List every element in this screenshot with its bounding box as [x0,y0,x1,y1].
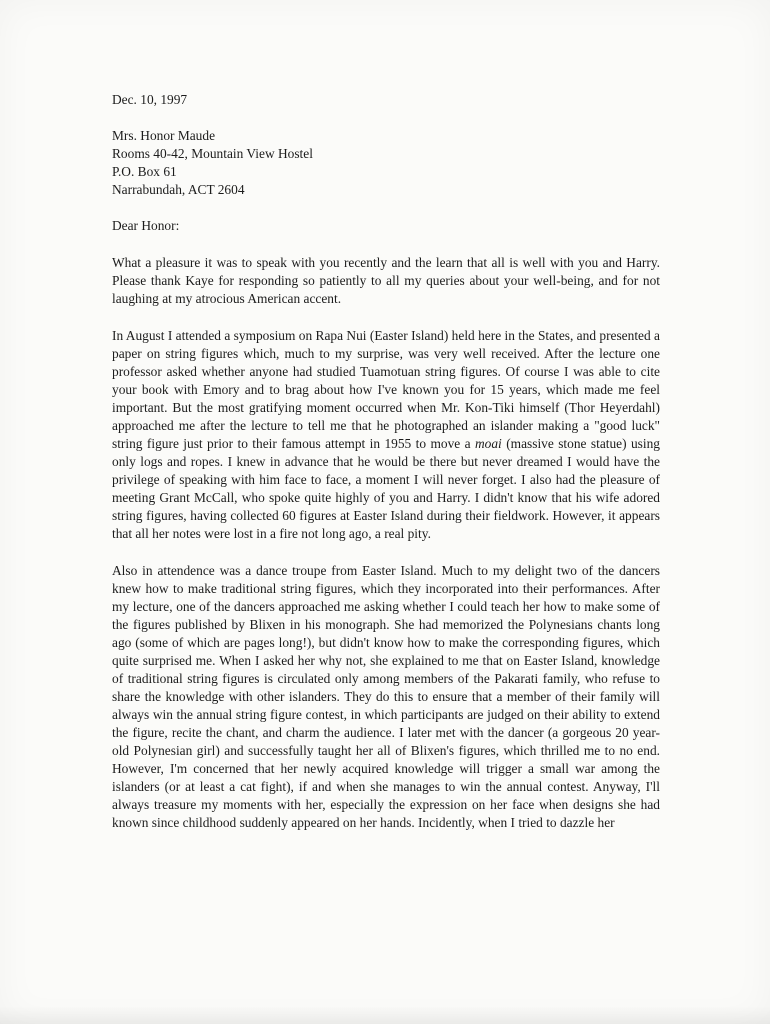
paragraph-dance-troupe: Also in attendence was a dance troupe from Easter Island. Much to my delight two of the dancers knew how to make traditional string figures, which they incorporated into their performances. After my lecture, one of the dancers approached me asking whether I could teach her how to make some of the figures published by Blixen in his monograph. She had memorized the Polynesians chants long ago (some of which are pages long!), but didn't know how to make the corresponding figures, which quite surprised me. When I asked her why not, she explained to me that on Easter Island, knowledge of traditional string figures is circulated only among members of the Pakarati family, who refuse to share the knowledge with other islanders. They do this to ensure that a member of their family will always win the annual string figure contest, in which participants are judged on their ability to extend the figure, recite the chant, and charm the audience. I later met with the dancer (a gorgeous 20 year-old Polynesian girl) and successfully taught her all of Blixen's figures, which thrilled me to no end. However, I'm concerned that her newly acquired knowledge will trigger a small war among the islanders (or at least a cat fight), if and when she manages to win the annual contest. Anyway, I'll always treasure my moments with her, especially the expression on her face when designs she had known since childhood suddenly appeared on her hands. Incidently, when I tried to dazzle her [112,563,660,830]
letter-date: Dec. 10, 1997 [112,92,188,107]
page-bottom-shadow [0,1006,770,1024]
paragraph-text: (massive stone statue) using only logs and ropes. I knew in advance that he would be there but never dreamed I would have the privilege of speaking with him face to face, a moment I will never forget. I also had the pleasure of meeting Grant McCall, who spoke quite highly of you and Harry. I didn't know that his wife adored string figures, having collected 60 figures at Easter Island during their fieldwork. However, it appears that all her notes were lost in a fire not long ago, a real pity. [112,436,661,541]
address-line: Narrabundah, ACT 2604 [112,182,245,197]
recipient-address [112,127,660,199]
paragraph-greeting: What a pleasure it was to speak with you recently and the learn that all is well with you and Harry. Please thank Kaye for responding so patiently to all my queries about your well-being, and for not laughing at my atrocious American accent. [112,255,660,306]
letter-body [112,91,660,851]
salutation: Dear Honor: [112,218,180,233]
address-line: Rooms 40-42, Mountain View Hostel [112,146,313,161]
paragraph-symposium [112,327,660,543]
italic-term-moai: moai [475,436,502,451]
address-line: P.O. Box 61 [112,164,177,179]
paragraph-text: In August I attended a symposium on Rapa Nui (Easter Island) held here in the States, and presented a paper on string figures which, much to my surprise, was very well received. After the lecture one professor asked whether anyone had studied Tuamotuan string figures. Of course I was able to cite your book with Emory and to brag about how I've known you for 15 years, which made me feel important. But the most gratifying moment occurred when Mr. Kon-Tiki himself (Thor Heyerdahl) approached me after the lecture to tell me that he photographed an islander making a "good luck" string figure just prior to their famous attempt in 1955 to move a [112,328,660,451]
address-line: Mrs. Honor Maude [112,128,216,143]
